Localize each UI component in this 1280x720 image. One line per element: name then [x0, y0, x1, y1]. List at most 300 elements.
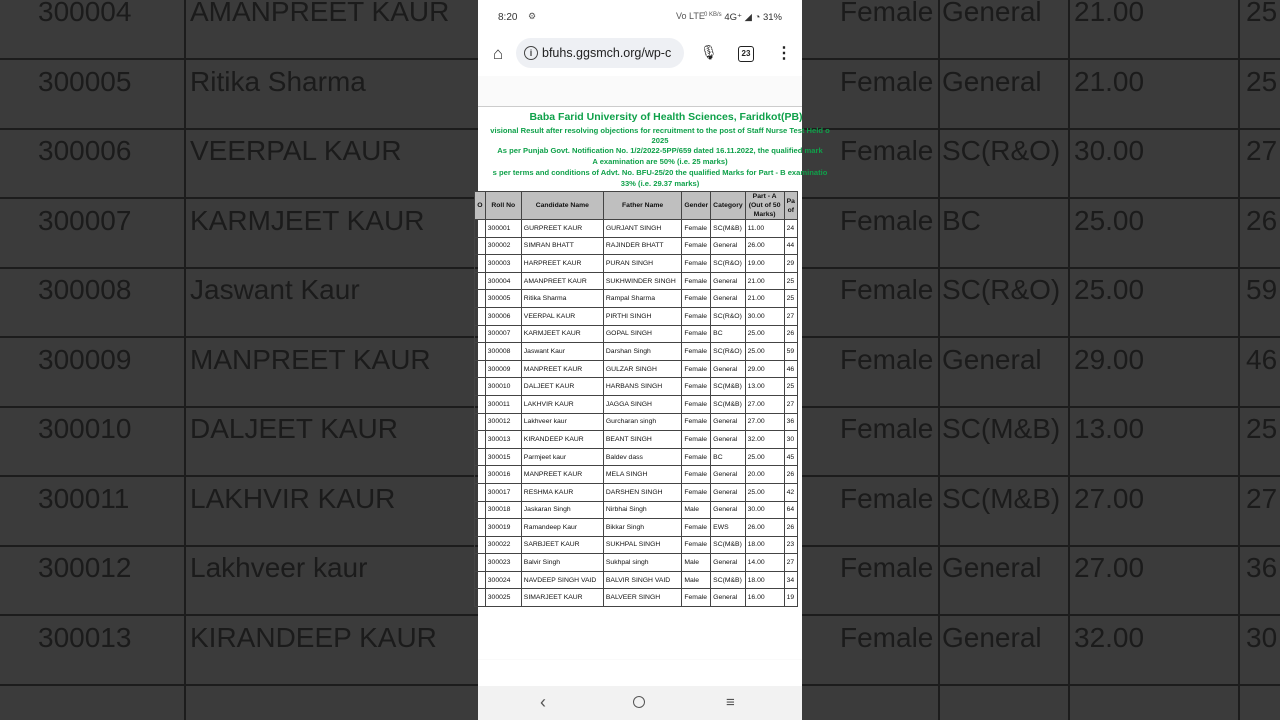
table-body [475, 220, 798, 607]
row-sn [475, 360, 486, 378]
background-name: VEERPAL KAUR [190, 135, 402, 166]
cell-gender: Female [682, 237, 711, 255]
cell-candidate-name: SIMRAN BHATT [521, 237, 603, 255]
cell-candidate-name: MANPREET KAUR [521, 466, 603, 484]
cell-roll: 300007 [485, 325, 521, 343]
cell-part-a: 25.00 [745, 483, 784, 501]
cell-roll: 300023 [485, 554, 521, 572]
cell-part-a: 26.00 [745, 237, 784, 255]
volte-label: Vo LTE [676, 11, 705, 21]
cell-candidate-name: RESHMA KAUR [521, 483, 603, 501]
cell-gender: Female [682, 290, 711, 308]
cell-candidate-name: KARMJEET KAUR [521, 325, 603, 343]
cell-gender: Female [682, 272, 711, 290]
note-line1: As per Punjab Govt. Notification No. 1/2/2022-5PP/659 dated 16.11.2022, the qualified mark [497, 146, 823, 155]
table-row [475, 307, 798, 325]
background-category: General [942, 65, 1042, 97]
background-gender: Female [840, 343, 934, 375]
cell-category: General [711, 290, 745, 308]
cell-father-name: GULZAR SINGH [603, 360, 681, 378]
cell-part-a: 27.00 [745, 413, 784, 431]
cell-father-name: DARSHEN SINGH [603, 483, 681, 501]
more-options-icon[interactable]: ⋮ [776, 45, 792, 62]
row-sn [475, 448, 486, 466]
cell-category: SC(M&B) [711, 571, 745, 589]
cell-candidate-name: HARPREET KAUR [521, 255, 603, 273]
table-row [475, 360, 798, 378]
cell-category: BC [711, 325, 745, 343]
cell-part-b: 44 [784, 237, 797, 255]
cell-category: General [711, 589, 745, 607]
cell-roll: 300008 [485, 343, 521, 361]
cell-category: SC(M&B) [711, 378, 745, 396]
cell-part-a: 20.00 [745, 466, 784, 484]
cell-father-name: Gurcharan singh [603, 413, 681, 431]
cell-gender: Female [682, 413, 711, 431]
header-gender: Gender [682, 192, 711, 220]
cell-category: General [711, 272, 745, 290]
cell-father-name: BALVIR SINGH VAID [603, 571, 681, 589]
table-row [475, 554, 798, 572]
background-name: KIRANDEEP KAUR [190, 621, 437, 653]
cell-father-name: RAJINDER BHATT [603, 237, 681, 255]
cell-candidate-name: GURPREET KAUR [521, 220, 603, 238]
cell-part-b: 26 [784, 519, 797, 537]
subtitle-line1: visional Result after resolving objections for recruitment to the post of Staff Nurse Test Held o [490, 126, 830, 135]
cell-father-name: Sukhpal singh [603, 554, 681, 572]
background-row [802, 0, 1280, 60]
background-category: General [942, 0, 1042, 27]
address-bar[interactable] [516, 38, 684, 68]
background-category: General [942, 343, 1042, 375]
info-icon[interactable]: i [524, 46, 538, 60]
cell-roll: 300004 [485, 272, 521, 290]
cell-part-a: 18.00 [745, 536, 784, 554]
cell-part-a: 21.00 [745, 272, 784, 290]
header-roll: Roll No [485, 192, 521, 220]
subtitle-line2: 2025 [651, 136, 669, 145]
background-part-a: 30.00 [1074, 135, 1145, 166]
cell-gender: Female [682, 343, 711, 361]
background-part-a: 21.00 [1074, 0, 1145, 27]
cell-part-b: 25 [784, 272, 797, 290]
header-part-b: Pa of [784, 192, 797, 220]
cell-category: General [711, 237, 745, 255]
cell-category: SC(R&O) [711, 307, 745, 325]
background-row [0, 336, 478, 408]
row-sn [475, 290, 486, 308]
cell-gender: Male [682, 571, 711, 589]
cell-candidate-name: Ritika Sharma [521, 290, 603, 308]
background-part-b: 59 [1246, 274, 1278, 305]
background-category: BC [942, 204, 981, 236]
background-category: General [942, 621, 1042, 653]
background-part-b: 27 [1246, 482, 1278, 514]
microphone-icon[interactable]: 🎙 [700, 44, 718, 60]
document-title: Baba Farid University of Health Sciences, Faridkot(PB) [529, 111, 803, 123]
background-roll: 300006 [38, 135, 132, 166]
pdf-document[interactable] [477, 106, 830, 659]
cell-candidate-name: Balvir Singh [521, 554, 603, 572]
cell-part-a: 26.00 [745, 519, 784, 537]
cell-category: General [711, 360, 745, 378]
row-sn [475, 536, 486, 554]
background-left-zoom [0, 0, 478, 720]
gear-icon: ⚙ [528, 11, 537, 21]
cell-part-a: 29.00 [745, 360, 784, 378]
table-row [475, 290, 798, 308]
phone-screen [477, 0, 830, 720]
table-row [475, 501, 798, 519]
cell-father-name: HARBANS SINGH [603, 378, 681, 396]
row-sn [475, 589, 486, 607]
cell-father-name: GOPAL SINGH [603, 325, 681, 343]
background-right-zoom [802, 0, 1280, 720]
background-part-a: 27.00 [1074, 552, 1145, 583]
background-roll: 300013 [38, 621, 132, 653]
cell-gender: Female [682, 536, 711, 554]
cell-part-b: 27 [784, 307, 797, 325]
row-sn [475, 255, 486, 273]
cell-father-name: GURJANT SINGH [603, 220, 681, 238]
background-gender: Female [840, 621, 934, 653]
background-row [0, 475, 478, 547]
cell-gender: Female [682, 431, 711, 449]
cell-roll: 300012 [485, 413, 521, 431]
header-father: Father Name [603, 192, 681, 220]
cell-part-b: 30 [784, 431, 797, 449]
background-part-b: 25 [1246, 0, 1278, 27]
cell-category: SC(R&O) [711, 255, 745, 273]
cell-category: SC(M&B) [711, 395, 745, 413]
cell-gender: Female [682, 360, 711, 378]
cell-category: General [711, 466, 745, 484]
background-category: SC(M&B) [942, 482, 1061, 514]
row-sn [475, 413, 486, 431]
row-sn [475, 554, 486, 572]
cell-part-b: 27 [784, 395, 797, 413]
background-gender: Female [840, 482, 934, 514]
cell-father-name: Nirbhai Singh [603, 501, 681, 519]
cell-candidate-name: Jaswant Kaur [521, 343, 603, 361]
row-sn [475, 395, 486, 413]
row-sn [475, 466, 486, 484]
row-sn [475, 237, 486, 255]
table-row [475, 237, 798, 255]
background-gender: Female [840, 204, 934, 236]
cell-category: BC [711, 448, 745, 466]
cell-part-a: 21.00 [745, 290, 784, 308]
cell-father-name: PURAN SINGH [603, 255, 681, 273]
row-sn [475, 431, 486, 449]
table-row [475, 395, 798, 413]
note-line4: 33% (i.e. 29.37 marks) [620, 179, 700, 188]
background-row [0, 266, 478, 338]
background-roll: 300011 [38, 482, 130, 514]
cell-part-b: 64 [784, 501, 797, 519]
cell-gender: Female [682, 220, 711, 238]
background-category: SC(M&B) [942, 413, 1061, 444]
cell-gender: Female [682, 519, 711, 537]
cell-part-b: 29 [784, 255, 797, 273]
cell-father-name: BEANT SINGH [603, 431, 681, 449]
cell-roll: 300009 [485, 360, 521, 378]
cell-candidate-name: VEERPAL KAUR [521, 307, 603, 325]
cell-father-name: MELA SINGH [603, 466, 681, 484]
row-sn [475, 501, 486, 519]
cell-candidate-name: SARBJEET KAUR [521, 536, 603, 554]
background-row [0, 197, 478, 269]
row-sn [475, 343, 486, 361]
table-row [475, 448, 798, 466]
table-row [475, 272, 798, 290]
table-header-row [475, 192, 798, 220]
background-row [0, 544, 478, 616]
table-row [475, 466, 798, 484]
cell-part-a: 13.00 [745, 378, 784, 396]
cell-candidate-name: DALJEET KAUR [521, 378, 603, 396]
cell-part-a: 19.00 [745, 255, 784, 273]
background-row [0, 405, 478, 477]
cell-candidate-name: Lakhveer kaur [521, 413, 603, 431]
background-part-b: 27 [1246, 135, 1278, 166]
table-row [475, 378, 798, 396]
background-row [802, 614, 1280, 686]
row-sn [475, 325, 486, 343]
background-part-a: 27.00 [1074, 482, 1145, 514]
cell-gender: Male [682, 554, 711, 572]
table-row [475, 413, 798, 431]
status-bar [478, 0, 802, 34]
background-gender: Female [840, 0, 934, 27]
cell-part-a: 25.00 [745, 325, 784, 343]
cell-roll: 300024 [485, 571, 521, 589]
background-row [802, 266, 1280, 338]
row-sn [475, 483, 486, 501]
cell-roll: 300010 [485, 378, 521, 396]
cell-part-a: 16.00 [745, 589, 784, 607]
background-name: Ritika Sharma [190, 65, 366, 97]
cell-father-name: Darshan Singh [603, 343, 681, 361]
table-row [475, 343, 798, 361]
cell-gender: Female [682, 589, 711, 607]
back-icon[interactable]: ‹ [540, 692, 546, 712]
row-sn [475, 571, 486, 589]
background-gender: Female [840, 274, 934, 305]
url-text[interactable]: bfuhs.ggsmch.org/wp-c [542, 46, 672, 60]
cell-roll: 300005 [485, 290, 521, 308]
row-sn [475, 378, 486, 396]
cell-category: General [711, 431, 745, 449]
cell-gender: Female [682, 395, 711, 413]
header-category: Category [711, 192, 745, 220]
cell-part-a: 14.00 [745, 554, 784, 572]
background-roll: 300009 [38, 343, 132, 375]
cell-part-b: 45 [784, 448, 797, 466]
cell-gender: Female [682, 483, 711, 501]
cell-father-name: SUKHPAL SINGH [603, 536, 681, 554]
cell-father-name: JAGGA SINGH [603, 395, 681, 413]
cell-father-name: Bikkar Singh [603, 519, 681, 537]
background-row [802, 58, 1280, 130]
cell-part-b: 36 [784, 413, 797, 431]
cell-father-name: Baldev dass [603, 448, 681, 466]
result-table [474, 191, 798, 607]
background-row [802, 475, 1280, 547]
background-gender: Female [840, 552, 934, 583]
cell-part-b: 26 [784, 466, 797, 484]
cell-part-a: 30.00 [745, 501, 784, 519]
cell-candidate-name: Parmjeet kaur [521, 448, 603, 466]
header-part-a: Part - A (Out of 50 Marks) [745, 192, 784, 220]
cell-roll: 300013 [485, 431, 521, 449]
cell-gender: Female [682, 325, 711, 343]
cell-category: General [711, 501, 745, 519]
background-name: KARMJEET KAUR [190, 204, 425, 236]
table-row [475, 220, 798, 238]
cell-part-b: 59 [784, 343, 797, 361]
background-part-a: 25.00 [1074, 274, 1145, 305]
background-row [802, 336, 1280, 408]
background-part-b: 46 [1246, 343, 1278, 375]
row-sn [475, 307, 486, 325]
background-roll: 300010 [38, 413, 132, 444]
cell-part-a: 25.00 [745, 448, 784, 466]
background-name: MANPREET KAUR [190, 343, 431, 375]
cell-roll: 300003 [485, 255, 521, 273]
background-category: SC(R&O) [942, 135, 1061, 166]
cell-roll: 300025 [485, 589, 521, 607]
table-row [475, 519, 798, 537]
cell-part-b: 24 [784, 220, 797, 238]
background-gender: Female [840, 135, 934, 166]
background-gender: Female [840, 413, 934, 444]
cell-category: General [711, 413, 745, 431]
background-roll: 300012 [38, 552, 132, 583]
cell-part-b: 27 [784, 554, 797, 572]
background-part-a: 13.00 [1074, 413, 1145, 444]
table-row [475, 431, 798, 449]
background-part-a: 32.00 [1074, 621, 1145, 653]
cell-roll: 300017 [485, 483, 521, 501]
status-right-indicators: 4G⁺ ◢ ◔ 31% [724, 12, 782, 23]
header-name: Candidate Name [521, 192, 603, 220]
background-row [0, 127, 478, 199]
cell-category: SC(M&B) [711, 220, 745, 238]
document-subtitle [450, 126, 870, 146]
cell-category: EWS [711, 519, 745, 537]
cell-category: General [711, 483, 745, 501]
cell-roll: 300011 [485, 395, 521, 413]
cell-roll: 300019 [485, 519, 521, 537]
cell-category: SC(M&B) [711, 536, 745, 554]
background-part-b: 25 [1246, 65, 1278, 97]
cell-part-b: 25 [784, 378, 797, 396]
row-sn [475, 519, 486, 537]
cell-part-a: 25.00 [745, 343, 784, 361]
cell-father-name: BALVEER SINGH [603, 589, 681, 607]
background-name: LAKHVIR KAUR [190, 482, 396, 514]
cell-gender: Female [682, 466, 711, 484]
header-sn: O [475, 192, 486, 220]
cell-part-a: 32.00 [745, 431, 784, 449]
home-circle-icon[interactable] [633, 696, 645, 708]
table-row [475, 325, 798, 343]
cell-roll: 300001 [485, 220, 521, 238]
browser-toolbar [478, 34, 802, 74]
cell-gender: Female [682, 378, 711, 396]
note-line2: A examination are 50% (i.e. 25 marks) [592, 157, 728, 166]
background-part-b: 25 [1246, 413, 1278, 444]
tab-switcher-button[interactable]: 23 [738, 46, 754, 62]
cell-roll: 300018 [485, 501, 521, 519]
page-content[interactable] [477, 76, 830, 660]
cell-candidate-name: SIMARJEET KAUR [521, 589, 603, 607]
cell-father-name: PIRTHI SINGH [603, 307, 681, 325]
cell-candidate-name: NAVDEEP SINGH VAID [521, 571, 603, 589]
cell-part-b: 42 [784, 483, 797, 501]
cell-part-b: 26 [784, 325, 797, 343]
background-name: AMANPREET KAUR [190, 0, 450, 27]
table-row [475, 536, 798, 554]
table-row [475, 571, 798, 589]
background-roll: 300008 [38, 274, 132, 305]
row-sn [475, 220, 486, 238]
note-line3: s per terms and conditions of Advt. No. BFU-25/20 the qualified Marks for Part - B examinatio [492, 168, 828, 177]
cell-candidate-name: MANPREET KAUR [521, 360, 603, 378]
background-part-a: 29.00 [1074, 343, 1145, 375]
cell-part-b: 46 [784, 360, 797, 378]
cell-part-b: 23 [784, 536, 797, 554]
cell-candidate-name: LAKHVIR KAUR [521, 395, 603, 413]
cell-father-name: SUKHWINDER SINGH [603, 272, 681, 290]
background-roll: 300007 [38, 204, 132, 236]
background-row [0, 614, 478, 686]
background-row [0, 58, 478, 130]
background-row [802, 405, 1280, 477]
cell-category: General [711, 554, 745, 572]
cell-roll: 300002 [485, 237, 521, 255]
cell-part-b: 19 [784, 589, 797, 607]
background-part-b: 36 [1246, 552, 1278, 583]
background-part-a: 25.00 [1074, 204, 1145, 236]
background-name: DALJEET KAUR [190, 413, 398, 444]
system-nav-bar [478, 686, 802, 720]
cell-roll: 300022 [485, 536, 521, 554]
cell-part-a: 11.00 [745, 220, 784, 238]
recents-icon[interactable]: ≡ [726, 694, 735, 711]
background-part-b: 30 [1246, 621, 1278, 653]
cell-candidate-name: Jaskaran Singh [521, 501, 603, 519]
background-name: Lakhveer kaur [190, 552, 368, 583]
home-icon[interactable]: ⌂ [492, 44, 504, 63]
table-row [475, 589, 798, 607]
cell-gender: Female [682, 255, 711, 273]
cell-roll: 300016 [485, 466, 521, 484]
cell-part-b: 25 [784, 290, 797, 308]
cell-candidate-name: AMANPREET KAUR [521, 272, 603, 290]
cell-part-a: 27.00 [745, 395, 784, 413]
background-roll: 300005 [38, 65, 132, 97]
background-row [802, 127, 1280, 199]
cell-part-a: 30.00 [745, 307, 784, 325]
cell-gender: Male [682, 501, 711, 519]
table-row [475, 255, 798, 273]
cell-part-a: 18.00 [745, 571, 784, 589]
background-row [802, 544, 1280, 616]
cell-gender: Female [682, 307, 711, 325]
cell-gender: Female [682, 448, 711, 466]
